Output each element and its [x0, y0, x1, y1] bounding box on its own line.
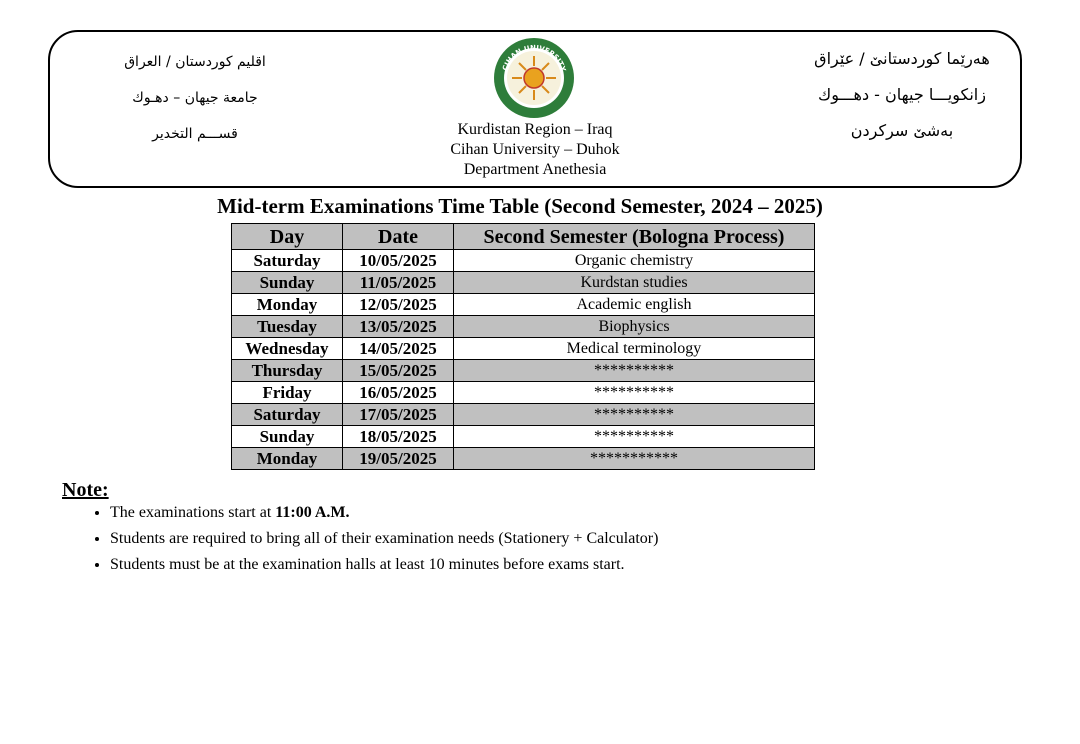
page-title: Mid-term Examinations Time Table (Second Semester, 2024 – 2025) [217, 194, 823, 218]
day-cell: Monday [232, 448, 343, 470]
table-row [232, 250, 815, 272]
subject-cell: ********** [454, 382, 815, 404]
list-item: • Students are required to bring all of their examination needs (Stationery + Calculator) [110, 526, 1010, 552]
table-row [232, 382, 815, 404]
table-row [232, 360, 815, 382]
date-cell: 13/05/2025 [343, 316, 454, 338]
subject-cell: Organic chemistry [454, 250, 815, 272]
note-text: The examinations start at [110, 504, 276, 521]
date-cell: 15/05/2025 [343, 360, 454, 382]
subject-cell: ********** [454, 360, 815, 382]
day-cell: Saturday [232, 250, 343, 272]
arabic-header [90, 50, 300, 158]
day-cell: Tuesday [232, 316, 343, 338]
day-cell: Wednesday [232, 338, 343, 360]
subject-cell: Biophysics [454, 316, 815, 338]
date-cell: 10/05/2025 [343, 250, 454, 272]
day-cell: Monday [232, 294, 343, 316]
subject-cell: Medical terminology [454, 338, 815, 360]
exam-timetable [231, 223, 815, 470]
day-cell: Friday [232, 382, 343, 404]
date-cell: 12/05/2025 [343, 294, 454, 316]
date-cell: 19/05/2025 [343, 448, 454, 470]
date-cell: 14/05/2025 [343, 338, 454, 360]
english-line: Cihan University – Duhok [450, 141, 620, 158]
table-row [232, 338, 815, 360]
subject-cell: *********** [454, 448, 815, 470]
header-subject: Second Semester (Bologna Process) [454, 224, 815, 250]
day-cell: Sunday [232, 272, 343, 294]
table-row [232, 316, 815, 338]
exam-start-time: 11:00 A.M. [275, 504, 350, 521]
header-date: Date [343, 224, 454, 250]
kurdish-line: بەشێ سرکردن [850, 121, 954, 140]
arabic-line: اقليم كوردستان / العراق [124, 54, 266, 70]
table-row [232, 448, 815, 470]
notes-list [68, 500, 1010, 578]
day-cell: Saturday [232, 404, 343, 426]
table-row [232, 294, 815, 316]
table-row [232, 404, 815, 426]
subject-cell: ********** [454, 404, 815, 426]
date-cell: 11/05/2025 [343, 272, 454, 294]
list-item: • Students must be at the examination halls at least 10 minutes before exams start. [110, 552, 1010, 578]
list-item [110, 500, 1010, 526]
subject-cell: Academic english [454, 294, 815, 316]
letterhead-box [48, 30, 1022, 188]
table-row [232, 426, 815, 448]
english-line: Department Anethesia [463, 161, 607, 178]
table-row [232, 272, 815, 294]
header-day: Day [232, 224, 343, 250]
date-cell: 17/05/2025 [343, 404, 454, 426]
note-heading: Note: [62, 479, 109, 501]
arabic-line: جامعة جيهان – دهـوك [132, 90, 258, 106]
day-cell: Thursday [232, 360, 343, 382]
kurdish-line: زانکویـــا جیهان - دهـــوك [818, 85, 986, 104]
english-line: Kurdistan Region – Iraq [457, 121, 613, 138]
english-header [380, 120, 690, 180]
date-cell: 16/05/2025 [343, 382, 454, 404]
logo-text: CIHAN UNIVERSITY [501, 43, 568, 73]
subject-cell: Kurdstan studies [454, 272, 815, 294]
day-cell: Sunday [232, 426, 343, 448]
date-cell: 18/05/2025 [343, 426, 454, 448]
kurdish-line: هەرێما کوردستانێ / عێراق [814, 49, 990, 68]
table-header-row [232, 224, 815, 250]
kurdish-header [792, 46, 1012, 154]
arabic-line: قســـم التخدير [152, 126, 238, 142]
university-logo [492, 36, 576, 120]
subject-cell: ********** [454, 426, 815, 448]
